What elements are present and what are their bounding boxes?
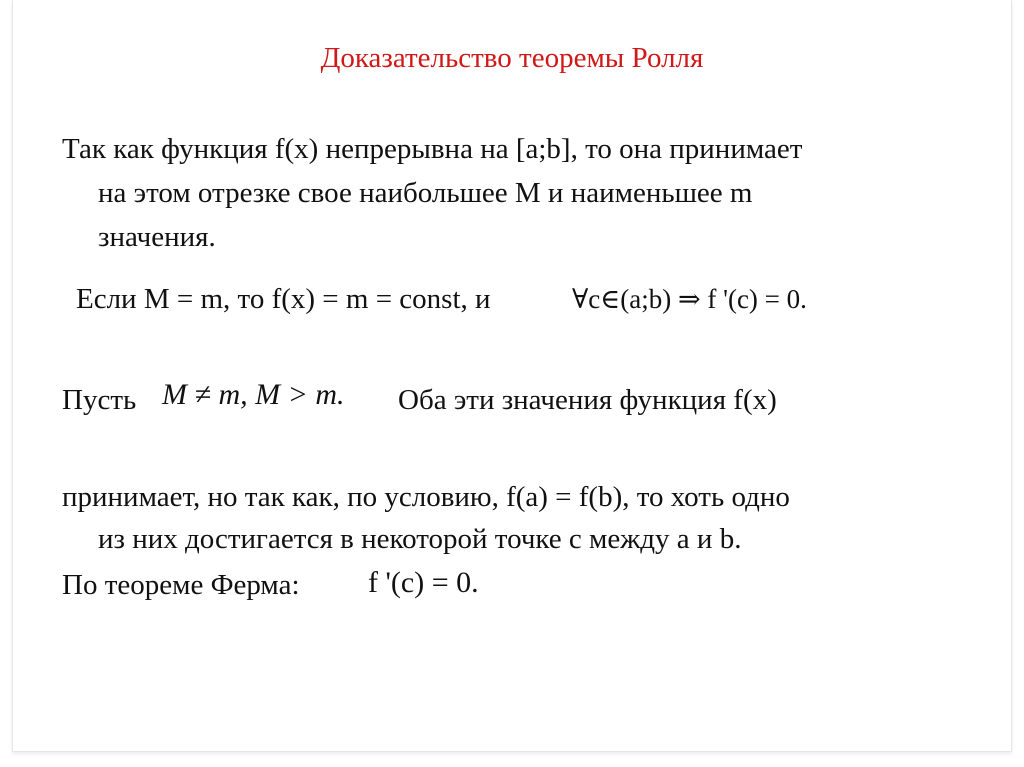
paragraph5-formula: f '(c) = 0. [368, 566, 479, 599]
paragraph3-lead: Пусть [62, 384, 137, 416]
paragraph1-line2: на этом отрезке свое наибольшее M и наименьшее m [98, 177, 753, 209]
paragraph1-line3: значения. [98, 221, 216, 253]
paragraph3-text: Оба эти значения функция f(x) [398, 384, 777, 416]
slide-title: Доказательство теоремы Ролля [320, 42, 704, 74]
paragraph1-line1: Так как функция f(x) непрерывна на [a;b], то она принимает [62, 133, 803, 165]
slide-frame [12, 0, 1012, 752]
paragraph3-formula: M ≠ m, M > m. [162, 378, 345, 411]
paragraph2-formula: ∀c∈(a;b) ⇒ f '(c) = 0. [572, 284, 807, 314]
paragraph4-line1: принимает, но так как, по условию, f(a) = f(b), то хоть одно [62, 481, 790, 513]
paragraph2-text: Если M = m, то f(x) = m = const, и [76, 283, 491, 315]
paragraph4-line2: из них достигается в некоторой точке с между a и b. [98, 523, 742, 555]
paragraph5-lead: По теореме Ферма: [62, 569, 300, 601]
